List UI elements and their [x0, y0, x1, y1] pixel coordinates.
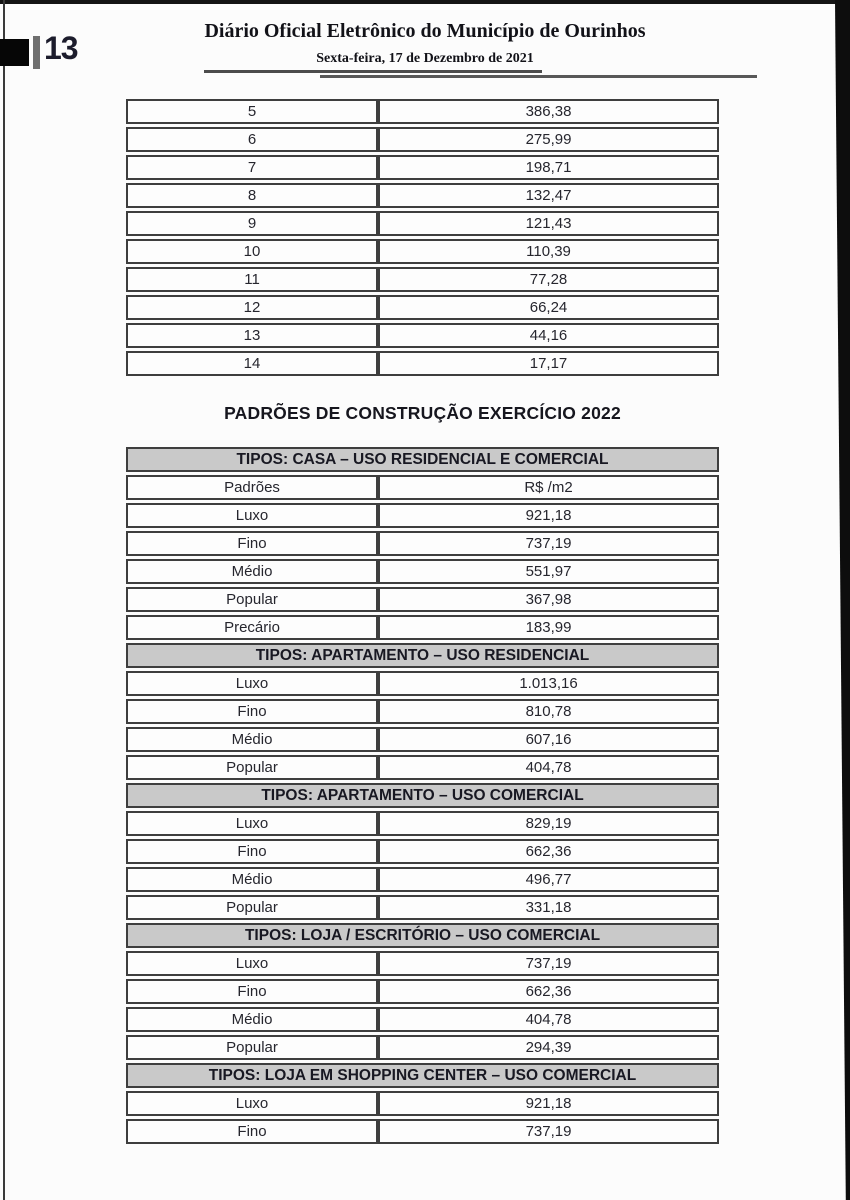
data-row	[126, 531, 719, 556]
points-range-cell: 7	[126, 155, 378, 180]
page-edge-right	[835, 0, 850, 1200]
points-value-cell: 110,39	[378, 239, 719, 264]
data-row	[126, 979, 719, 1004]
points-range-cell: 11	[126, 267, 378, 292]
data-row	[126, 559, 719, 584]
data-row	[126, 615, 719, 640]
data-row	[126, 1035, 719, 1060]
section-header-cell: TIPOS: LOJA / ESCRITÓRIO – USO COMERCIAL	[126, 923, 719, 948]
data-row	[126, 155, 719, 180]
standard-name-cell: Fino	[126, 531, 378, 556]
section-header-cell: TIPOS: LOJA EM SHOPPING CENTER – USO COMERCIAL	[126, 1063, 719, 1088]
standard-value-cell: 662,36	[378, 979, 719, 1004]
section-header-row	[126, 447, 719, 472]
gazette-title: Diário Oficial Eletrônico do Município de Ourinhos	[204, 20, 646, 42]
data-row	[126, 671, 719, 696]
data-row	[126, 295, 719, 320]
points-table	[126, 96, 719, 379]
standard-name-cell: Médio	[126, 1007, 378, 1032]
standard-value-cell: 737,19	[378, 1119, 719, 1144]
section-header-row	[126, 783, 719, 808]
standard-value-cell: 496,77	[378, 867, 719, 892]
points-value-cell: 77,28	[378, 267, 719, 292]
standard-value-cell: 607,16	[378, 727, 719, 752]
points-range-cell: 10	[126, 239, 378, 264]
standard-name-cell: Médio	[126, 727, 378, 752]
points-value-cell: 386,38	[378, 99, 719, 124]
standard-name-cell: Fino	[126, 979, 378, 1004]
data-row	[126, 183, 719, 208]
standard-value-cell: 662,36	[378, 839, 719, 864]
data-row	[126, 1091, 719, 1116]
points-range-cell: 9	[126, 211, 378, 236]
standard-value-cell: 921,18	[378, 1091, 719, 1116]
data-row	[126, 1007, 719, 1032]
column-header-price: R$ /m2	[378, 475, 719, 500]
standard-value-cell: 551,97	[378, 559, 719, 584]
section-header-row	[126, 643, 719, 668]
data-row	[126, 587, 719, 612]
page-edge-top	[0, 0, 850, 4]
standard-name-cell: Precário	[126, 615, 378, 640]
points-range-cell: 8	[126, 183, 378, 208]
standard-value-cell: 404,78	[378, 755, 719, 780]
data-row	[126, 951, 719, 976]
standard-value-cell: 921,18	[378, 503, 719, 528]
standard-name-cell: Luxo	[126, 1091, 378, 1116]
standard-value-cell: 294,39	[378, 1035, 719, 1060]
column-header-row	[126, 475, 719, 500]
points-value-cell: 275,99	[378, 127, 719, 152]
standard-name-cell: Fino	[126, 1119, 378, 1144]
standard-name-cell: Luxo	[126, 811, 378, 836]
standard-value-cell: 810,78	[378, 699, 719, 724]
points-range-cell: 13	[126, 323, 378, 348]
standard-value-cell: 737,19	[378, 951, 719, 976]
standard-name-cell: Fino	[126, 839, 378, 864]
page-number: 13	[44, 30, 78, 66]
data-row	[126, 1119, 719, 1144]
section-header-cell: TIPOS: APARTAMENTO – USO RESIDENCIAL	[126, 643, 719, 668]
points-value-cell: 44,16	[378, 323, 719, 348]
data-row	[126, 351, 719, 376]
section-header-cell: TIPOS: APARTAMENTO – USO COMERCIAL	[126, 783, 719, 808]
points-value-cell: 132,47	[378, 183, 719, 208]
construction-table	[126, 444, 719, 1147]
standard-name-cell: Popular	[126, 755, 378, 780]
construction-table-body	[126, 447, 719, 1144]
standard-name-cell: Popular	[126, 895, 378, 920]
standard-name-cell: Luxo	[126, 503, 378, 528]
standard-name-cell: Popular	[126, 1035, 378, 1060]
points-range-cell: 12	[126, 295, 378, 320]
points-value-cell: 17,17	[378, 351, 719, 376]
construction-standards-title: PADRÕES DE CONSTRUÇÃO EXERCÍCIO 2022	[224, 403, 621, 423]
standard-value-cell: 183,99	[378, 615, 719, 640]
standard-name-cell: Médio	[126, 559, 378, 584]
page-edge-left	[3, 0, 5, 1200]
data-row	[126, 323, 719, 348]
data-row	[126, 699, 719, 724]
standard-name-cell: Luxo	[126, 671, 378, 696]
standard-name-cell: Fino	[126, 699, 378, 724]
standard-value-cell: 829,19	[378, 811, 719, 836]
points-range-cell: 5	[126, 99, 378, 124]
data-row	[126, 895, 719, 920]
points-value-cell: 66,24	[378, 295, 719, 320]
points-value-cell: 198,71	[378, 155, 719, 180]
standard-value-cell: 331,18	[378, 895, 719, 920]
data-row	[126, 99, 719, 124]
standard-name-cell: Popular	[126, 587, 378, 612]
header-rule-primary	[204, 70, 542, 73]
data-row	[126, 211, 719, 236]
data-row	[126, 267, 719, 292]
data-row	[126, 867, 719, 892]
standard-name-cell: Médio	[126, 867, 378, 892]
points-table-body	[126, 99, 719, 376]
section-header-cell: TIPOS: CASA – USO RESIDENCIAL E COMERCIAL	[126, 447, 719, 472]
data-row	[126, 503, 719, 528]
standard-value-cell: 404,78	[378, 1007, 719, 1032]
data-row	[126, 811, 719, 836]
standard-value-cell: 1.013,16	[378, 671, 719, 696]
points-range-cell: 6	[126, 127, 378, 152]
section-header-row	[126, 1063, 719, 1088]
column-header-padroes: Padrões	[126, 475, 378, 500]
data-row	[126, 839, 719, 864]
data-row	[126, 239, 719, 264]
points-value-cell: 121,43	[378, 211, 719, 236]
data-row	[126, 727, 719, 752]
standard-value-cell: 367,98	[378, 587, 719, 612]
gazette-date: Sexta-feira, 17 de Dezembro de 2021	[316, 51, 534, 66]
data-row	[126, 755, 719, 780]
header-rule-secondary	[320, 75, 757, 78]
standard-name-cell: Luxo	[126, 951, 378, 976]
data-row	[126, 127, 719, 152]
standard-value-cell: 737,19	[378, 531, 719, 556]
section-header-row	[126, 923, 719, 948]
points-range-cell: 14	[126, 351, 378, 376]
